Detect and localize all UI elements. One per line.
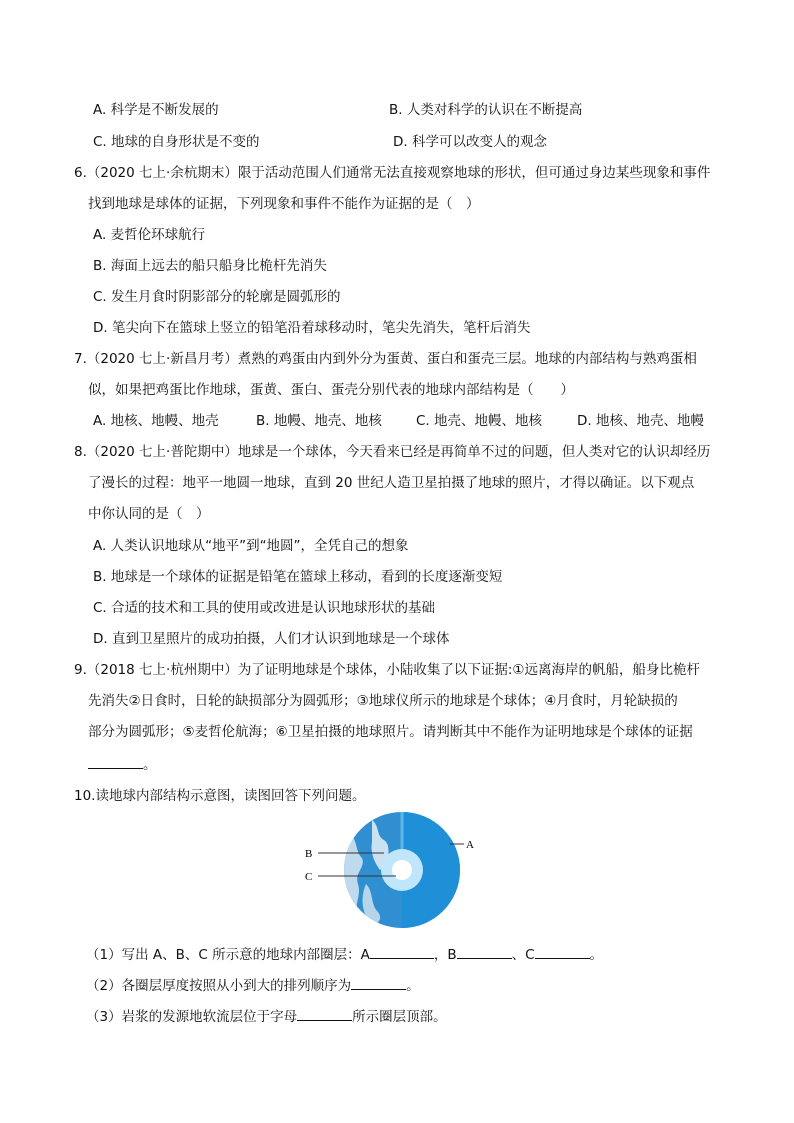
q9-end: 。 [143, 757, 157, 773]
q10-sub3 [86, 1006, 447, 1027]
q6-option-c: C. 发生月食时阴影部分的轮廓是圆弧形的 [93, 289, 341, 305]
q5-option-a: A. 科学是不断发展的 [93, 102, 219, 118]
blank-letter[interactable] [297, 1006, 352, 1021]
q6-stem-line1: 6.（2020 七上·余杭期末）限于活动范围人们通常无法直接观察地球的形状，但可通过身边某些现象和事件 [74, 165, 711, 181]
q5-option-b: B. 人类对科学的认识在不断提高 [389, 102, 583, 118]
q7-option-c: C. 地壳、地幔、地核 [416, 413, 543, 429]
q9-answer-blank[interactable] [88, 754, 143, 769]
q9-answer-line [88, 754, 157, 775]
q5-option-d: D. 科学可以改变人的观念 [393, 134, 547, 150]
q6-option-d: D. 笔尖向下在篮球上竖立的铅笔沿着球移动时，笔尖先消失，笔杆后消失 [93, 320, 531, 336]
q8-stem-line2: 了漫长的过程：地平一地圆一地球，直到 20 世纪人造卫星拍摄了地球的照片，才得以确证。以下观点 [88, 475, 695, 491]
q8-option-b: B. 地球是一个球体的证据是铅笔在篮球上移动，看到的长度逐渐变短 [93, 569, 503, 585]
figure-label-a: A [466, 839, 474, 851]
q10-sub1-prefix: （1）写出 A、B、C 所示意的地球内部圈层：A [86, 947, 370, 963]
q10-sub1-mid1: ，B [433, 947, 457, 963]
q8-stem-line1: 8.（2020 七上·普陀期中）地球是一个球体，今天看来已经是再简单不过的问题，但人类对它的认识却经历 [74, 444, 711, 460]
q7-option-d: D. 地核、地壳、地幔 [577, 413, 704, 429]
q7-option-b: B. 地幔、地壳、地核 [256, 413, 382, 429]
earth-structure-figure [300, 812, 490, 928]
q10-sub1-mid2: 、C [511, 947, 535, 963]
q7-stem-line2: 似，如果把鸡蛋比作地球，蛋黄、蛋白、蛋壳分别代表的地球内部结构是（ ） [88, 382, 574, 398]
q10-sub2-prefix: （2）各圈层厚度按照从小到大的排列顺序为 [86, 978, 352, 994]
q10-sub3-prefix: （3）岩浆的发源地软流层位于字母 [86, 1009, 298, 1025]
inner-core [392, 860, 412, 880]
q9-stem-line2: 先消失②日食时，日轮的缺损部分为圆弧形；③地球仪所示的地球是个球体；④月食时，月轮缺损的 [88, 693, 678, 709]
q10-sub1 [86, 944, 603, 965]
q8-option-a: A. 人类认识地球从“地平”到“地圆”，全凭自己的想象 [93, 538, 409, 554]
q10-title: 10.读地球内部结构示意图，读图回答下列问题。 [74, 788, 366, 804]
q10-sub2-end: 。 [406, 978, 420, 994]
figure-label-b: B [305, 848, 313, 860]
q10-sub2 [86, 975, 420, 996]
blank-b[interactable] [457, 944, 512, 959]
q8-option-c: C. 合适的技术和工具的使用或改进是认识地球形状的基础 [93, 600, 436, 616]
q9-stem-line3: 部分为圆弧形；⑤麦哲伦航海；⑥卫星拍摄的地球照片。请判断其中不能作为证明地球是个球体的证据 [88, 724, 693, 740]
q6-option-b: B. 海面上远去的船只船身比桅杆先消失 [93, 258, 327, 274]
q9-stem-line1: 9.（2018 七上·杭州期中）为了证明地球是个球体，小陆收集了以下证据:①远离海岸的帆船，船身比桅杆 [74, 662, 700, 678]
q6-stem-line2: 找到地球是球体的证据，下列现象和事件不能作为证据的是（ ） [88, 196, 480, 212]
blank-a[interactable] [370, 944, 434, 959]
q7-stem-line1: 7.（2020 七上·新昌月考）煮熟的鸡蛋由内到外分为蛋黄、蛋白和蛋壳三层。地球的内部结构与熟鸡蛋相 [74, 351, 697, 367]
q8-option-d: D. 直到卫星照片的成功拍摄，人们才认识到地球是一个球体 [93, 631, 450, 647]
q6-option-a: A. 麦哲伦环球航行 [93, 227, 206, 243]
q10-sub1-end: 。 [589, 947, 604, 963]
blank-c[interactable] [535, 944, 590, 959]
blank-order[interactable] [351, 975, 406, 990]
q10-sub3-end: 所示圈层顶部。 [352, 1009, 447, 1025]
q8-stem-line3: 中你认同的是（ ） [88, 506, 210, 522]
figure-label-c: C [305, 871, 313, 883]
q5-option-c: C. 地球的自身形状是不变的 [93, 134, 260, 150]
q7-option-a: A. 地核、地幔、地壳 [93, 413, 219, 429]
